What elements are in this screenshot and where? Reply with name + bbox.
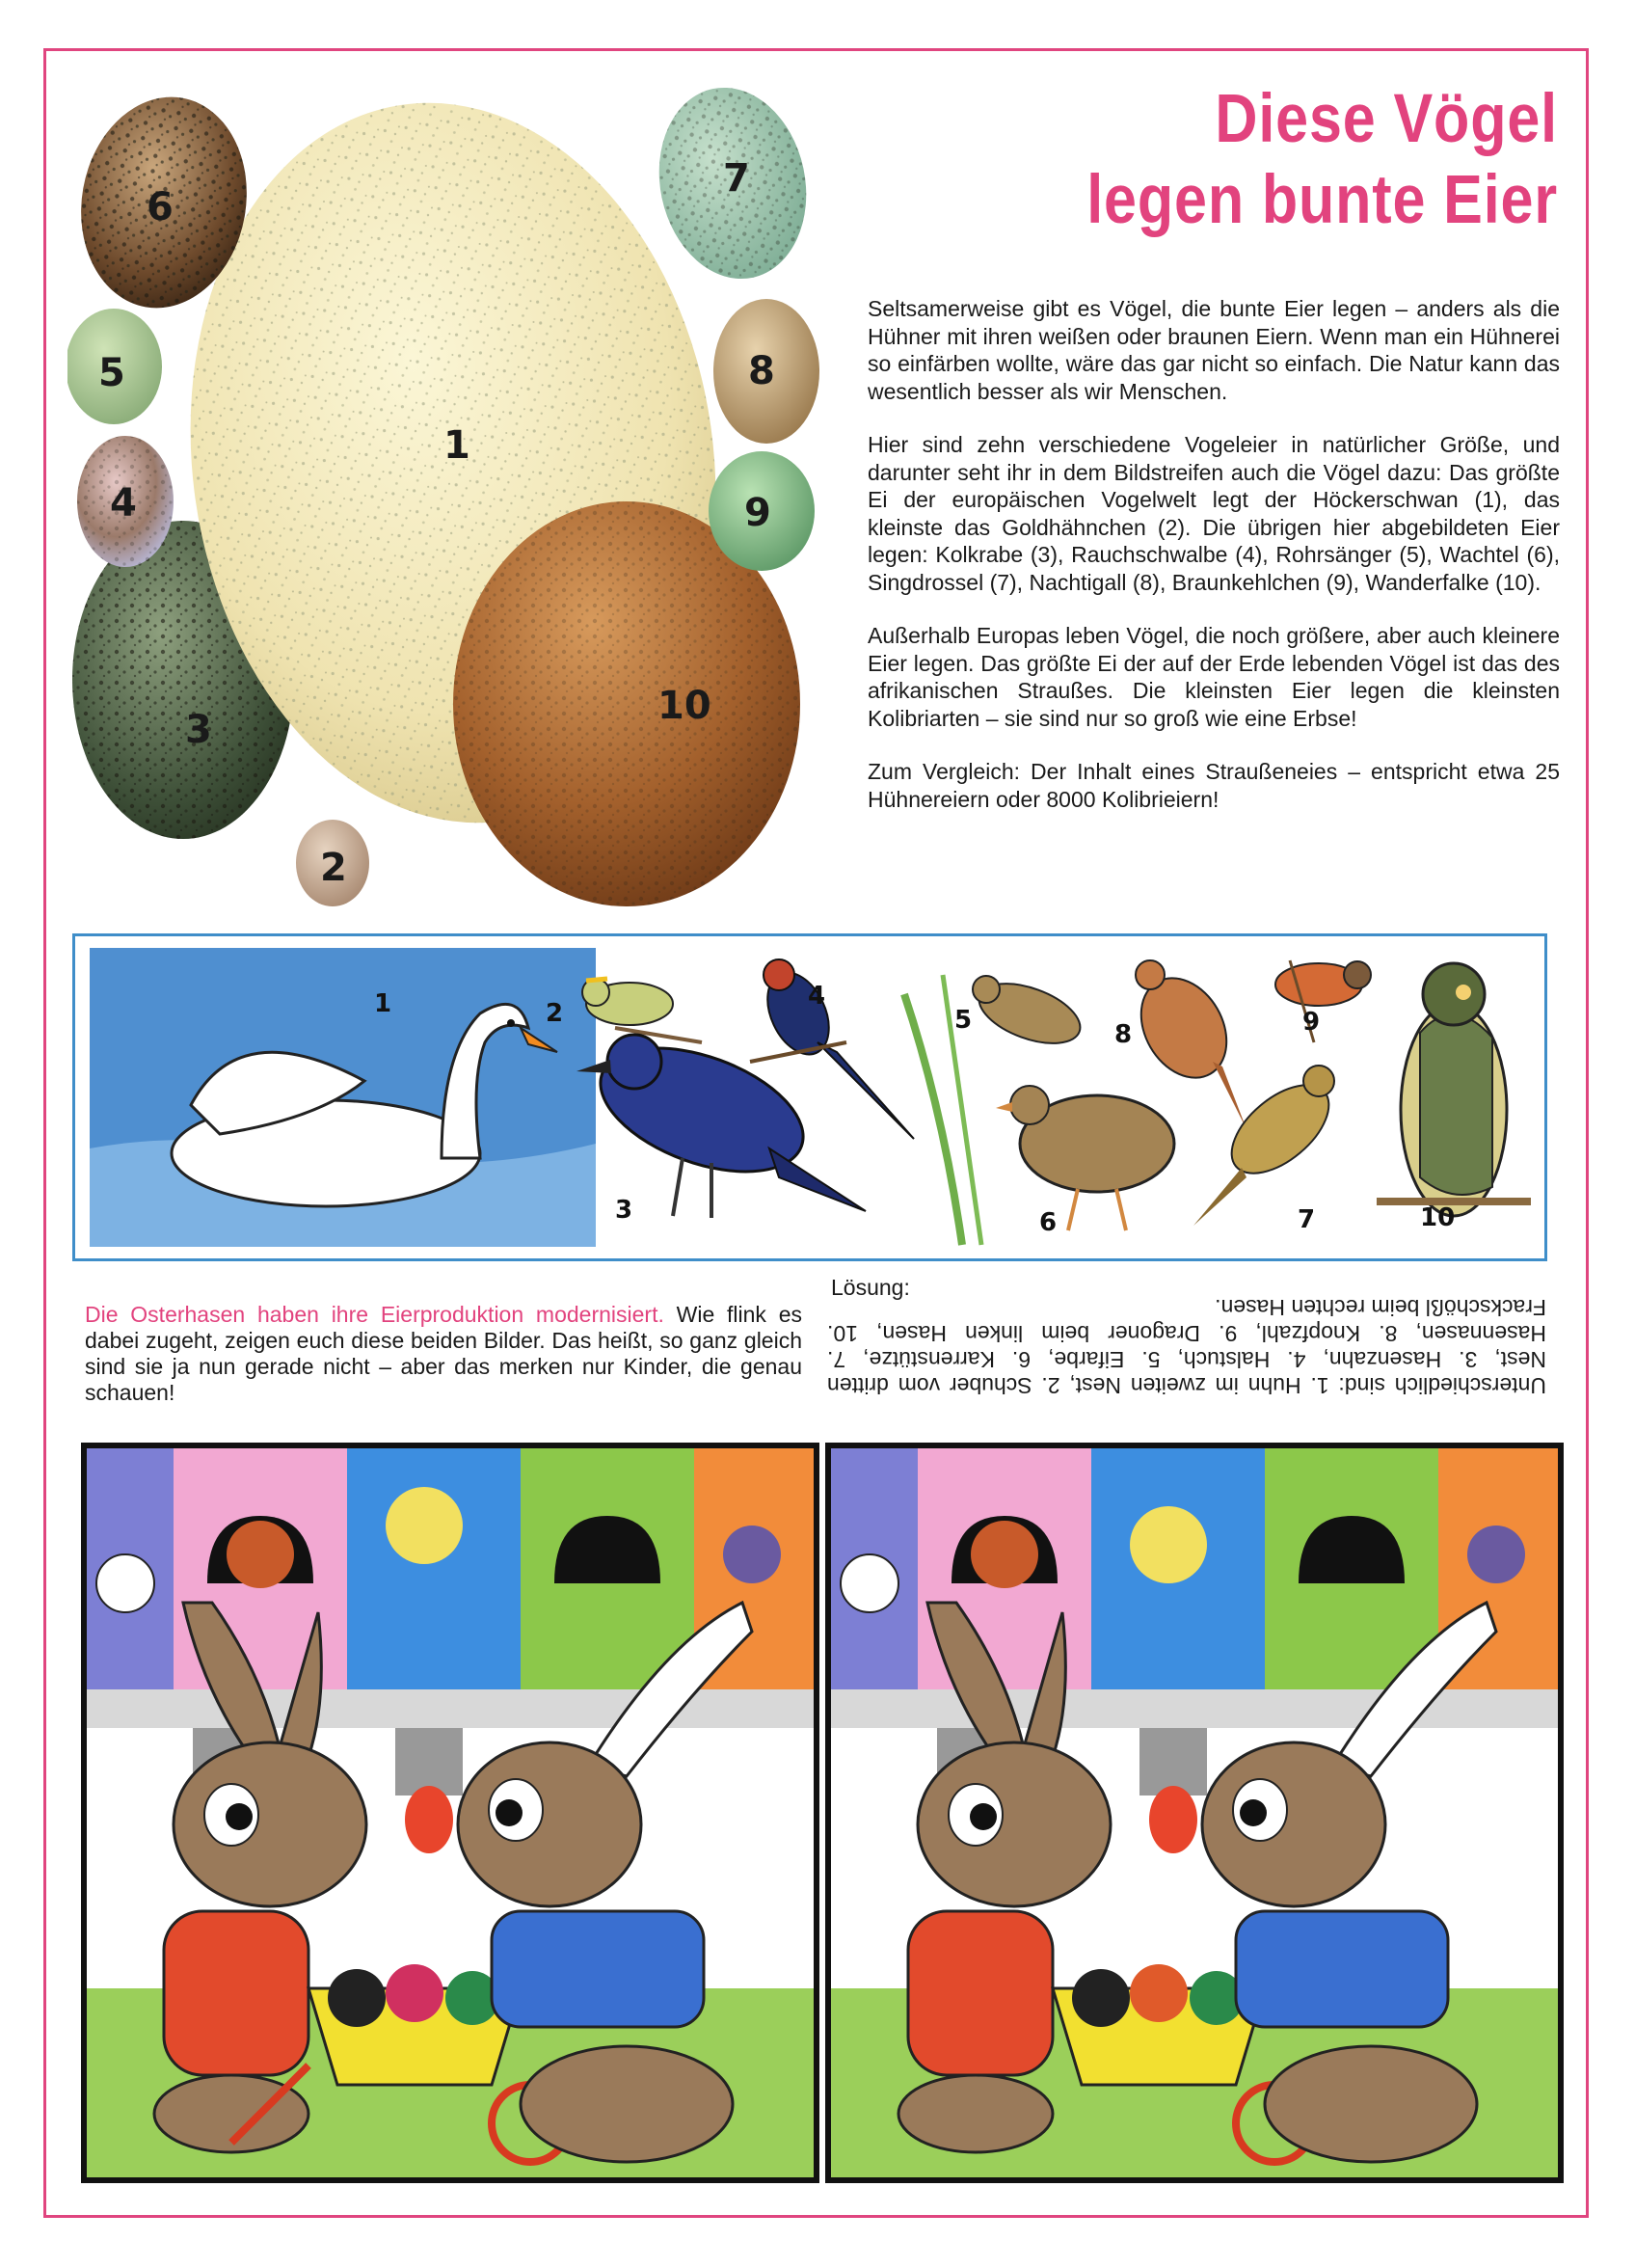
bird-label-9: 9 (1302, 1008, 1321, 1037)
bird-2-goldcrest (582, 979, 702, 1042)
article-paragraph: Zum Vergleich: Der Inhalt eines Straußeneies – entspricht etwa 25 Hühnereiern oder 8000 Kolibrieiern! (868, 759, 1560, 812)
bird-5-reed-warbler (971, 972, 1087, 1055)
page-title (978, 79, 1558, 241)
easter-hares-scene-right (831, 1448, 1558, 2177)
article-paragraph: Hier sind zehn verschiedene Vogeleier in natürlicher Größe, und darunter seht ihr in dem Bildstreifen auch die Vögel dazu: Das größte Ei der europäischen Vogelwelt legt der Höckerschwan (1), das kleinste das Goldhähnchen (2). Die übrigen hier abgebildeten Eier legen: Kolkrabe (3), Rauchschwalbe (4), Rohrsänger (5), Wachtel (6), Singdrossel (7), Nachtigall (8), Braunkehlchen (9), Wanderfalke (10). (868, 432, 1560, 595)
solution-label: Lösung: (831, 1275, 910, 1300)
article-paragraph: Außerhalb Europas leben Vögel, die noch größere, aber auch kleinere Eier legen. Das größte Ei der auf der Erde lebenden Vögel ist das des afrikanischen Straußes. Die kleinsten Eier legen die kleinsten Kolibriarten – sie sind nur so groß wie eine Erbse! (868, 623, 1560, 731)
egg-label-10: 10 (657, 684, 711, 728)
title-line-1: Diese Vögel (1215, 81, 1558, 157)
egg-label-4: 4 (110, 481, 137, 526)
bird-strip-illustration (75, 936, 1544, 1258)
bird-label-4: 4 (808, 982, 826, 1011)
easter-hares-scene-left (87, 1448, 814, 2177)
egg-label-3: 3 (185, 708, 212, 752)
solution-paragraph: Unterschiedlich sind: 1. Huhn im zweiten Nest, 2. Schuber vom dritten Nest, 3. Hasenzahn, 4. Halstuch, 5. Eifarbe, 6. Karrenstütze, 7. Hasennasen, 8. Knopfzahl, 9. Dragoner beim linken Hasen, 10. Frackschößl beim rechten Hasen. (827, 1295, 1546, 1398)
bird-label-2: 2 (546, 999, 564, 1028)
puzzle-intro-text: Wie flink es dabei zugeht, zeigen euch diese beiden Bilder. Das heißt, so ganz gleich sind sie ja nun gerade nicht – aber das merken nur Kinder, die genau schauen! (85, 1302, 802, 1405)
egg-label-7: 7 (723, 156, 750, 201)
egg-label-2: 2 (320, 846, 347, 890)
title-line-2: legen bunte Eier (1086, 162, 1558, 238)
bird-label-3: 3 (615, 1196, 633, 1225)
bird-6-quail (996, 1086, 1174, 1230)
bird-9-whinchat (1275, 960, 1371, 1042)
egg-label-1: 1 (443, 423, 470, 468)
article-text (868, 295, 1560, 839)
eggs-illustration (67, 77, 858, 926)
egg-label-8: 8 (748, 349, 775, 393)
egg-label-5: 5 (98, 351, 125, 395)
bird-label-1: 1 (374, 989, 392, 1018)
puzzle-picture-left (81, 1443, 819, 2183)
bird-7-song-thrush (1193, 1066, 1345, 1226)
bird-strip (72, 933, 1547, 1261)
bird-label-6: 6 (1039, 1208, 1058, 1237)
solution-text (827, 1294, 1546, 1398)
bird-label-10: 10 (1420, 1203, 1456, 1232)
puzzle-intro-accent: Die Osterhasen haben ihre Eierproduktion modernisiert. (85, 1302, 664, 1327)
bird-label-7: 7 (1298, 1205, 1316, 1234)
puzzle-picture-right (825, 1443, 1564, 2183)
egg-label-9: 9 (744, 491, 771, 535)
puzzle-intro (85, 1302, 802, 1406)
article-paragraph: Seltsamerweise gibt es Vögel, die bunte Eier legen – anders als die Hühner mit ihren weißen oder braunen Eiern. Wenn man ein Hühnerei so einfärben wollte, wäre das gar nicht so einfach. Die Natur kann das wesentlich besser als wir Menschen. (868, 296, 1560, 404)
bird-label-5: 5 (954, 1006, 973, 1035)
bird-3-raven (576, 1024, 866, 1218)
bird-label-8: 8 (1114, 1020, 1133, 1049)
bird-10-falcon (1377, 963, 1531, 1216)
egg-label-6: 6 (147, 185, 174, 230)
